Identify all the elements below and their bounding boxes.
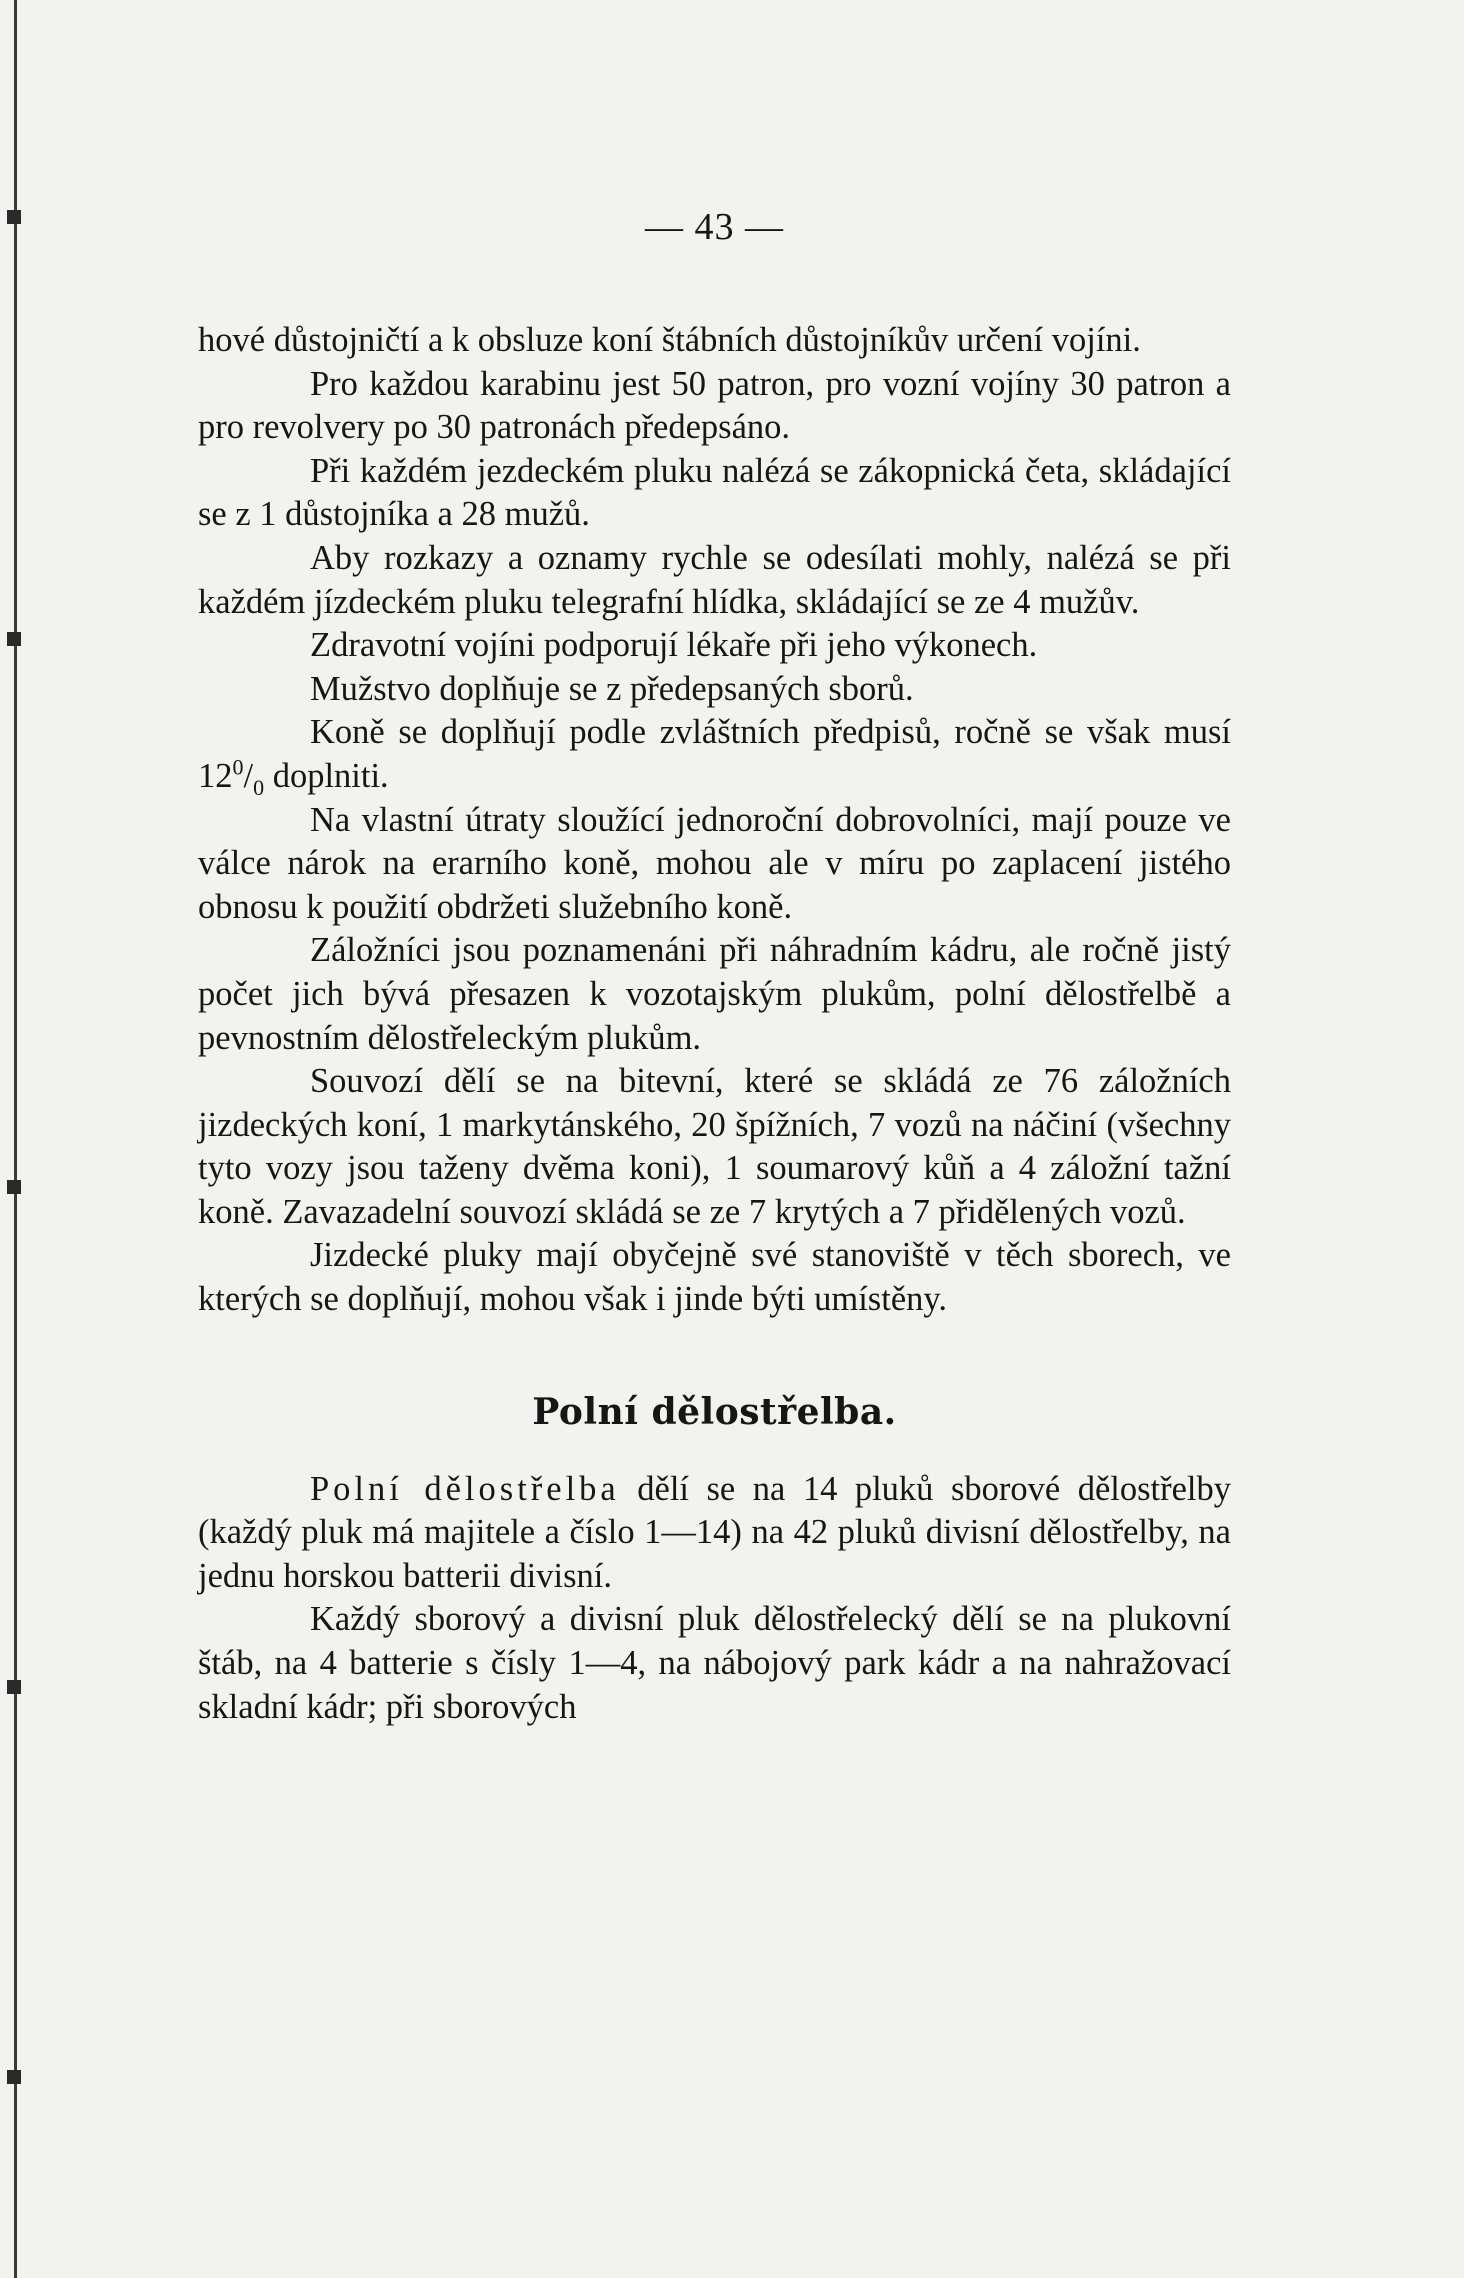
paragraph: Na vlastní útraty sloužící jednoroční dobrovolníci, mají pouze ve válce nárok na erarního koně, mohou ale v míru po zaplacení jistého obnosu k použití obdržeti služebního koně. [198, 800, 1231, 926]
paragraph: Mužstvo doplňuje se z předepsaných sborů. [310, 669, 914, 708]
spaced-term: Polní dělostřelba [310, 1469, 620, 1508]
paragraph: Při každém jezdeckém pluku nalézá se zákopnická četa, skládající se z 1 důstojníka a 28 mužů. [198, 451, 1231, 534]
page-number: — 43 — [645, 206, 784, 248]
paragraph: Aby rozkazy a oznamy rychle se odesílati mohly, nalézá se při každém jízdeckém pluku telegrafní hlídka, skládající se ze 4 mužův. [198, 538, 1231, 621]
binding-mark [7, 632, 21, 646]
paragraph: hové důstojničtí a k obsluze koní štábních důstojníkův určení vojíni. [198, 321, 1141, 359]
binding-mark [7, 1180, 21, 1194]
section-artillery [198, 1468, 1231, 1730]
section-before-heading [198, 319, 1231, 1322]
paragraph: Každý sborový a divisní pluk dělostřelecký dělí se na plukovní štáb, na 4 batterie s čísly 1—4, na nábojový park kádr a na nahražovací skladní kádr; při sborových [198, 1600, 1231, 1726]
paragraph: Zdravotní vojíni podporují lékaře při jeho výkonech. [310, 626, 1038, 665]
paragraph: Pro každou karabinu jest 50 patron, pro vozní vojíny 30 patron a pro revolvery po 30 patronách předepsáno. [198, 364, 1231, 447]
binding-mark [7, 1680, 21, 1694]
paragraph: Jizdecké pluky mají obyčejně své stanoviště v těch sborech, ve kterých se doplňují, mohou však i jinde býti umístěny. [198, 1236, 1231, 1319]
binding-mark [7, 210, 21, 224]
paragraph: Souvozí dělí se na bitevní, které se skládá ze 76 záložních jizdeckých koní, 1 markytánského, 20 špížních, 7 vozů na náčiní (všechny tyto vozy jsou taženy dvěma koni), 1 soumarový kůň a 4 záložní tažní koně. Zavazadelní souvozí skládá se ze 7 krytých a 7 přidělených vozů. [198, 1062, 1231, 1231]
section-heading: Polní dělostřelba. [532, 1390, 897, 1433]
percent-sup: 0 [232, 754, 244, 780]
text-span: dělí se na 14 pluků sborové dělostřelby (každý pluk má majitele a číslo 1—14) na 42 pluků divisní dělostřelby, na jednu horskou batterii divisní. [198, 1469, 1231, 1595]
paragraph-horses [198, 711, 1231, 798]
text-span: doplniti. [264, 756, 389, 795]
paragraph [198, 1468, 1231, 1599]
paragraph: Záložníci jsou poznamenáni při náhradním kádru, ale ročně jistý počet jich bývá přesazen k vozotajským plukům, polní dělostřelbě a pevnostním dělostřeleckým plukům. [198, 931, 1231, 1057]
page-binding-edge [14, 0, 17, 2278]
percent-sub: 0 [253, 774, 265, 800]
text-span: Koně se doplňují podle zvláštních předpisů, ročně se však musí 12 [198, 713, 1231, 795]
binding-mark [7, 2070, 21, 2084]
book-page [198, 205, 1231, 1729]
percent-slash: / [243, 756, 254, 795]
